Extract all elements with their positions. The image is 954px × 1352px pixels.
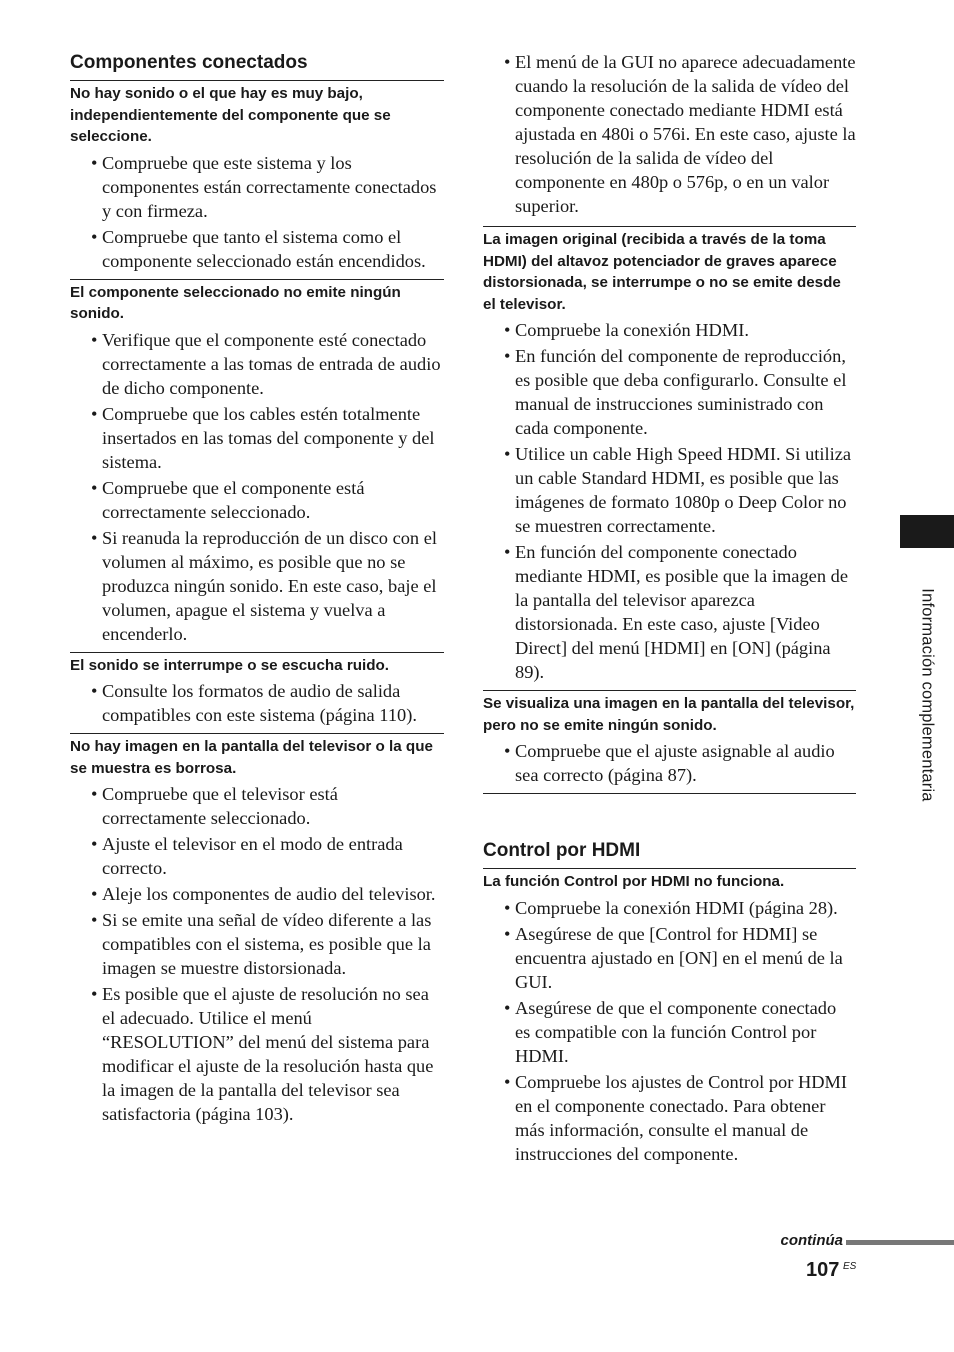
list-item: • Si se emite una señal de vídeo diferente a las compatibles con el sistema, es posible que la imagen se muestre distorsionada.: [70, 908, 444, 980]
list-item: • Compruebe que el componente está correctamente seleccionado.: [70, 476, 444, 524]
issue-group: [70, 279, 444, 646]
list-item: • Asegúrese de que el componente conectado es compatible con la función Control por HDMI.: [483, 996, 856, 1068]
list-item: • Aleje los componentes de audio del televisor.: [70, 882, 444, 906]
list-item: • Compruebe que tanto el sistema como el componente seleccionado están encendidos.: [70, 225, 444, 273]
continues-bar: [846, 1240, 954, 1245]
list-item: • Compruebe que este sistema y los componentes están correctamente conectados y con firmeza.: [70, 151, 444, 223]
continues-label: continúa: [780, 1232, 843, 1249]
list-item: • Asegúrese de que [Control for HDMI] se encuentra ajustado en [ON] en el menú de la GUI.: [483, 922, 856, 994]
issue-heading: Se visualiza una imagen en la pantalla del televisor, pero no se emite ningún sonido.: [483, 690, 856, 736]
bullet-list: [483, 896, 856, 1166]
bullet-list: [483, 318, 856, 684]
bullet-list: [70, 679, 444, 727]
issue-group: [483, 868, 856, 1166]
page-number-suffix: ES: [843, 1261, 857, 1272]
list-item: • Compruebe que el ajuste asignable al audio sea correcto (página 87).: [483, 739, 856, 787]
issue-heading: La imagen original (recibida a través de la toma HDMI) del altavoz potenciador de graves aparece distorsionada, se interrumpe o no se emite desde el televisor.: [483, 226, 856, 315]
bullet-list: [70, 328, 444, 646]
list-item: • Es posible que el ajuste de resolución no sea el adecuado. Utilice el menú “RESOLUTION” del menú del sistema para modificar el ajuste de la resolución hasta que la imagen de la pantalla del televisor sea satisfactoria (página 103).: [70, 982, 444, 1126]
list-item: • Si reanuda la reproducción de un disco con el volumen al máximo, es posible que no se produzca ningún sonido. En este caso, baje el volumen, apague el sistema y vuelva a encenderlo.: [70, 526, 444, 646]
right-column: [483, 50, 856, 1172]
list-item: • El menú de la GUI no aparece adecuadamente cuando la resolución de la salida de vídeo del componente conectado mediante HDMI está ajustada en 480i o 576i. En este caso, ajuste la resolución de la salida de vídeo del componente en 480p o 576p, o en un valor superior.: [483, 50, 856, 218]
issue-group: [483, 226, 856, 684]
list-item: • Compruebe los ajustes de Control por HDMI en el componente conectado. Para obtener más información, consulte el manual de instrucciones del componente.: [483, 1070, 856, 1166]
list-item: • Verifique que el componente esté conectado correctamente a las tomas de entrada de audio de dicho componente.: [70, 328, 444, 400]
issue-heading: La función Control por HDMI no funciona.: [483, 868, 856, 893]
list-item: • Ajuste el televisor en el modo de entrada correcto.: [70, 832, 444, 880]
issue-heading: El sonido se interrumpe o se escucha ruido.: [70, 652, 444, 677]
side-tab-marker: [900, 515, 954, 548]
list-item: • Compruebe la conexión HDMI.: [483, 318, 856, 342]
bullet-list: [483, 50, 856, 218]
page-number: 107: [806, 1259, 840, 1281]
issue-heading: No hay sonido o el que hay es muy bajo, independientemente del componente que se seleccione.: [70, 80, 444, 148]
issue-heading: El componente seleccionado no emite ningún sonido.: [70, 279, 444, 325]
issue-group: [483, 690, 856, 794]
list-item: • En función del componente conectado mediante HDMI, es posible que la imagen de la pantalla del televisor aparezca distorsionada. En este caso, ajuste [Video Direct] del menú [HDMI] en [ON] (página 89).: [483, 540, 856, 684]
issue-group: [70, 733, 444, 1126]
section-title-control-hdmi: Control por HDMI: [483, 840, 641, 861]
issue-heading: No hay imagen en la pantalla del televisor o la que se muestra es borrosa.: [70, 733, 444, 779]
list-item: • Consulte los formatos de audio de salida compatibles con este sistema (página 110).: [70, 679, 444, 727]
issue-group: [70, 80, 444, 273]
list-item: • Compruebe que los cables estén totalmente insertados en las tomas del componente y del sistema.: [70, 402, 444, 474]
section-title-componentes: Componentes conectados: [70, 52, 308, 73]
list-item: • Compruebe que el televisor está correctamente seleccionado.: [70, 782, 444, 830]
issue-group: [70, 652, 444, 728]
bullet-list: [70, 151, 444, 273]
left-column: [70, 50, 444, 1132]
bullet-list: [70, 782, 444, 1126]
list-item: • Compruebe la conexión HDMI (página 28).: [483, 896, 856, 920]
section-divider: [483, 793, 856, 794]
side-section-label: Información complementaria: [918, 588, 937, 802]
list-item: • En función del componente de reproducción, es posible que deba configurarlo. Consulte el manual de instrucciones suministrado con cada componente.: [483, 344, 856, 440]
bullet-list: [483, 739, 856, 787]
list-item: • Utilice un cable High Speed HDMI. Si utiliza un cable Standard HDMI, es posible que las imágenes de formato 1080p o Deep Color no se muestren correctamente.: [483, 442, 856, 538]
